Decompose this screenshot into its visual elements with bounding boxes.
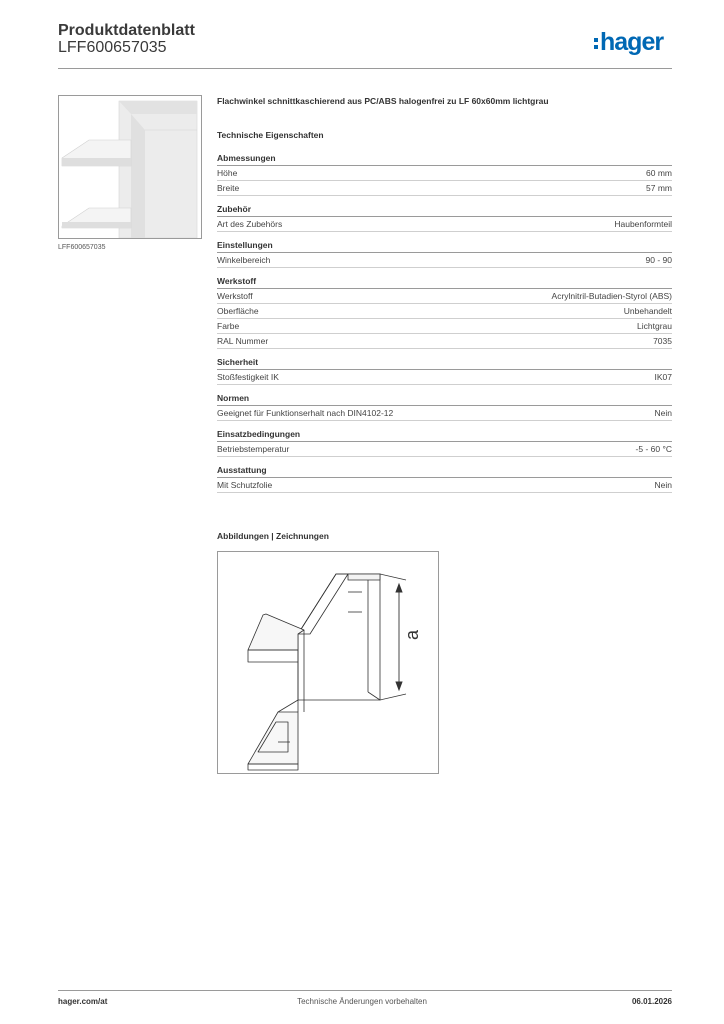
section-title: Sicherheit bbox=[217, 356, 672, 370]
drawings-heading: Abbildungen | Zeichnungen bbox=[217, 531, 329, 541]
footer-date: 06.01.2026 bbox=[631, 997, 672, 1006]
spec-row bbox=[217, 442, 672, 457]
spec-row bbox=[217, 253, 672, 268]
product-image-caption: LFF600657035 bbox=[58, 244, 106, 251]
section-title: Einsatzbedingungen bbox=[217, 428, 672, 442]
spec-label: Mit Schutzfolie bbox=[217, 480, 273, 490]
spec-value: 60 mm bbox=[646, 168, 672, 178]
spec-row bbox=[217, 406, 672, 421]
footer-disclaimer: Technische Änderungen vorbehalten bbox=[297, 997, 427, 1006]
hager-logo bbox=[594, 28, 663, 56]
spec-section bbox=[217, 392, 672, 421]
spec-row bbox=[217, 370, 672, 385]
spec-content bbox=[217, 96, 672, 500]
spec-section bbox=[217, 152, 672, 196]
section-title: Normen bbox=[217, 392, 672, 406]
product-image bbox=[58, 95, 202, 239]
spec-row bbox=[217, 289, 672, 304]
spec-label: Farbe bbox=[217, 321, 240, 331]
spec-value: Unbehandelt bbox=[623, 306, 672, 316]
article-number: LFF600657035 bbox=[58, 39, 167, 56]
spec-section bbox=[217, 239, 672, 268]
spec-value: IK07 bbox=[654, 372, 672, 382]
section-title: Abmessungen bbox=[217, 152, 672, 166]
spec-value: Lichtgrau bbox=[637, 321, 672, 331]
spec-section bbox=[217, 356, 672, 385]
spec-value: Nein bbox=[654, 408, 672, 418]
spec-label: Winkelbereich bbox=[217, 255, 271, 265]
spec-label: Breite bbox=[217, 183, 240, 193]
spec-row bbox=[217, 319, 672, 334]
header-divider bbox=[58, 68, 672, 69]
section-title: Werkstoff bbox=[217, 275, 672, 289]
page-title: Produktdatenblatt bbox=[58, 22, 195, 39]
section-title: Zubehör bbox=[217, 203, 672, 217]
product-description: Flachwinkel schnittkaschierend aus PC/ABS halogenfrei zu LF 60x60mm lichtgrau bbox=[217, 96, 549, 106]
spec-value: Acrylnitril-Butadien-Styrol (ABS) bbox=[551, 291, 672, 301]
section-title: Einstellungen bbox=[217, 239, 672, 253]
technical-drawing bbox=[217, 551, 439, 774]
spec-section bbox=[217, 464, 672, 493]
tech-properties-heading: Technische Eigenschaften bbox=[217, 130, 324, 140]
spec-row bbox=[217, 217, 672, 232]
spec-section bbox=[217, 203, 672, 232]
spec-label: Art des Zubehörs bbox=[217, 219, 283, 229]
footer-website: hager.com/at bbox=[58, 997, 108, 1006]
footer-divider bbox=[58, 990, 672, 991]
dimension-label: a bbox=[402, 629, 422, 641]
spec-label: Betriebstemperatur bbox=[217, 444, 290, 454]
spec-row bbox=[217, 334, 672, 349]
spec-section bbox=[217, 428, 672, 457]
spec-row bbox=[217, 166, 672, 181]
spec-sections bbox=[217, 152, 672, 493]
section-title: Ausstattung bbox=[217, 464, 672, 478]
spec-label: Höhe bbox=[217, 168, 238, 178]
logo-dots-icon bbox=[594, 38, 598, 49]
spec-value: 90 - 90 bbox=[645, 255, 672, 265]
spec-row bbox=[217, 181, 672, 196]
spec-label: RAL Nummer bbox=[217, 336, 269, 346]
spec-label: Oberfläche bbox=[217, 306, 259, 316]
spec-row bbox=[217, 478, 672, 493]
spec-section bbox=[217, 275, 672, 349]
spec-label: Stoßfestigkeit IK bbox=[217, 372, 279, 382]
spec-value: 7035 bbox=[653, 336, 672, 346]
spec-label: Werkstoff bbox=[217, 291, 253, 301]
spec-row bbox=[217, 304, 672, 319]
spec-value: Haubenformteil bbox=[614, 219, 672, 229]
spec-value: 57 mm bbox=[646, 183, 672, 193]
spec-value: Nein bbox=[654, 480, 672, 490]
spec-value: -5 - 60 °C bbox=[635, 444, 672, 454]
logo-text: hager bbox=[600, 27, 664, 56]
spec-label: Geeignet für Funktionserhalt nach DIN4102-12 bbox=[217, 408, 394, 418]
